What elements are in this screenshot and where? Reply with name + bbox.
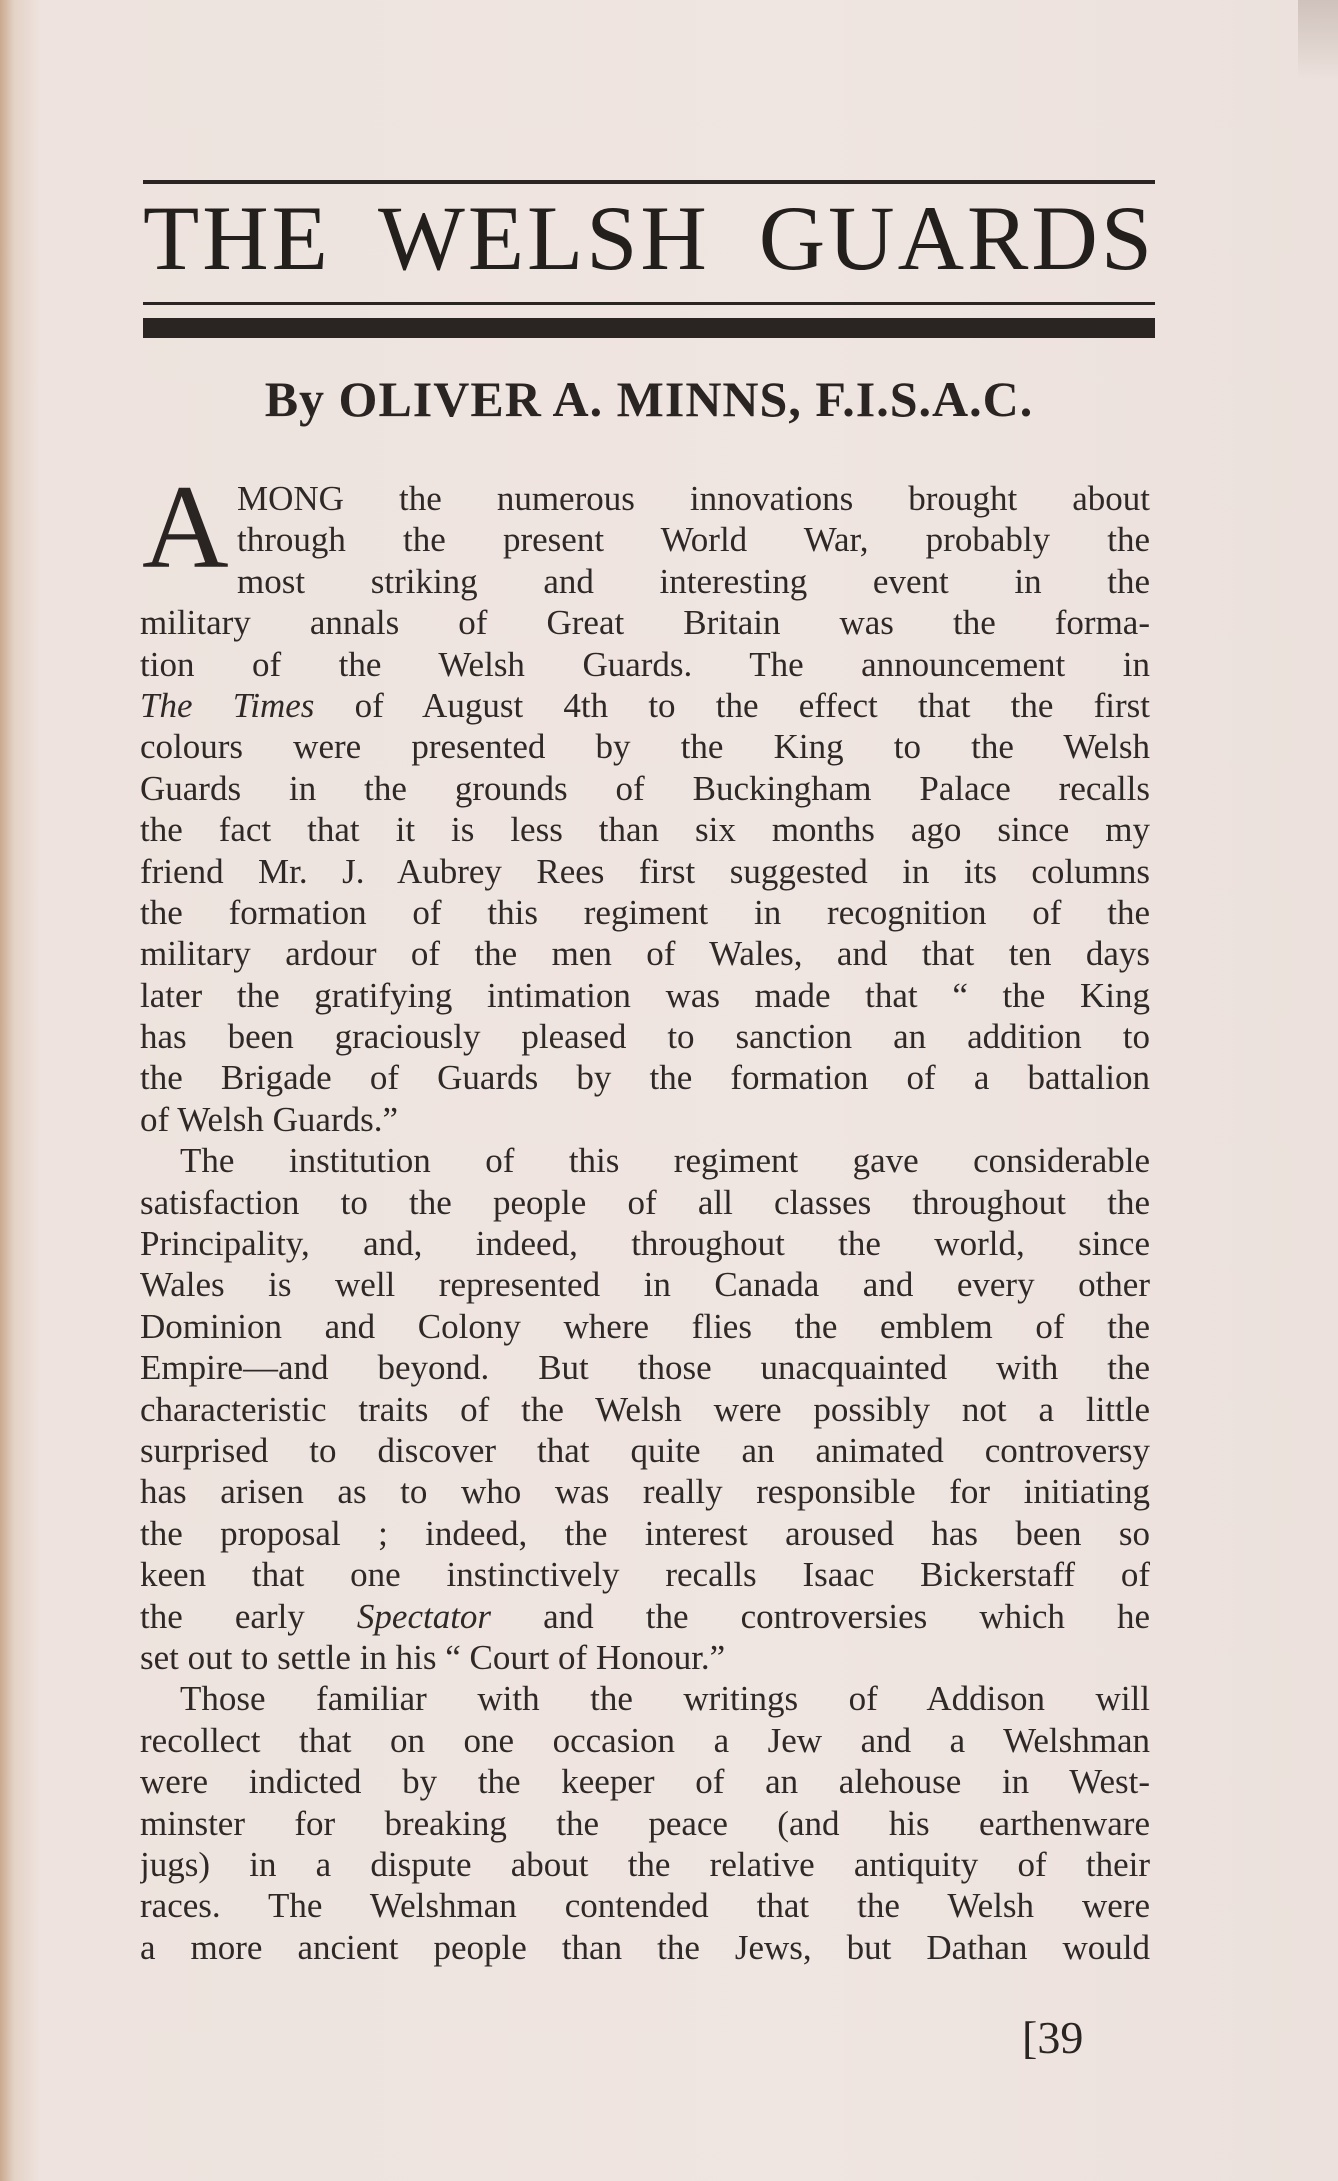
article-body <box>140 478 1150 1968</box>
page-number: [39 <box>1022 2012 1084 2063</box>
body-line: were indicted by the keeper of an alehouse in West- <box>140 1762 1150 1802</box>
body-line: later the gratifying intimation was made that “ the King <box>140 975 1150 1015</box>
body-line: military annals of Great Britain was the forma- <box>140 603 1150 643</box>
body-line: the proposal ; indeed, the interest aroused has been so <box>140 1513 1150 1553</box>
body-line: The institution of this regiment gave considerable <box>180 1141 1150 1181</box>
article-byline: By OLIVER A. MINNS, F.I.S.A.C. <box>264 371 1034 427</box>
body-line: has arisen as to who was really responsible for initiating <box>140 1472 1150 1512</box>
body-line: surprised to discover that quite an animated controversy <box>140 1430 1150 1470</box>
body-line: the Brigade of Guards by the formation of a battalion <box>140 1058 1150 1098</box>
body-line: friend Mr. J. Aubrey Rees first suggested in its columns <box>140 851 1150 891</box>
publication-title: Spectator <box>356 1596 492 1636</box>
body-line: the early Spectator and the controversies which he <box>140 1596 1150 1636</box>
body-line: minster for breaking the peace (and his earthenware <box>140 1803 1150 1843</box>
body-line: Guards in the grounds of Buckingham Palace recalls <box>140 768 1150 808</box>
page-edge-shadow <box>1298 0 1338 80</box>
body-line: Wales is well represented in Canada and every other <box>140 1265 1150 1305</box>
body-line: colours were presented by the King to the Welsh <box>140 727 1150 767</box>
body-line: Principality, and, indeed, throughout the world, since <box>140 1224 1150 1264</box>
publication-title: The Times <box>140 685 315 725</box>
body-line: has been graciously pleased to sanction an addition to <box>140 1017 1150 1057</box>
body-line: MONG the numerous innovations brought about <box>237 479 1150 518</box>
body-line: set out to settle in his “ Court of Honour.” <box>140 1637 726 1677</box>
body-line: the formation of this regiment in recognition of the <box>140 892 1150 932</box>
body-line: races. The Welshman contended that the Welsh were <box>140 1886 1150 1926</box>
body-line: the fact that it is less than six months ago since my <box>140 810 1150 850</box>
body-line: satisfaction to the people of all classes throughout the <box>140 1182 1150 1222</box>
body-line: Empire—and beyond. But those unacquainted with the <box>140 1348 1150 1388</box>
title-rule-top <box>143 180 1155 184</box>
title-rule-thin <box>143 302 1155 305</box>
article-title: THE WELSH GUARDS <box>143 187 1155 289</box>
body-line: characteristic traits of the Welsh were possibly not a little <box>140 1389 1150 1429</box>
body-line: keen that one instinctively recalls Isaac Bickerstaff of <box>140 1555 1150 1595</box>
body-line: a more ancient people than the Jews, but Dathan would <box>140 1927 1150 1967</box>
body-line: through the present World War, probably the <box>237 520 1150 560</box>
body-line: military ardour of the men of Wales, and that ten days <box>140 934 1150 974</box>
body-line: Dominion and Colony where flies the emblem of the <box>140 1306 1150 1346</box>
body-line: Those familiar with the writings of Addison will <box>180 1679 1150 1719</box>
body-line: tion of the Welsh Guards. The announcement in <box>140 644 1150 684</box>
body-line: of Welsh Guards.” <box>140 1099 399 1139</box>
title-rule-thick <box>143 318 1155 338</box>
drop-cap: A <box>142 460 229 593</box>
body-line: The Times of August 4th to the effect that the first <box>140 685 1150 725</box>
body-line: most striking and interesting event in the <box>237 561 1150 601</box>
body-line: recollect that on one occasion a Jew and a Welshman <box>140 1720 1150 1760</box>
body-line: jugs) in a dispute about the relative antiquity of their <box>140 1844 1150 1884</box>
